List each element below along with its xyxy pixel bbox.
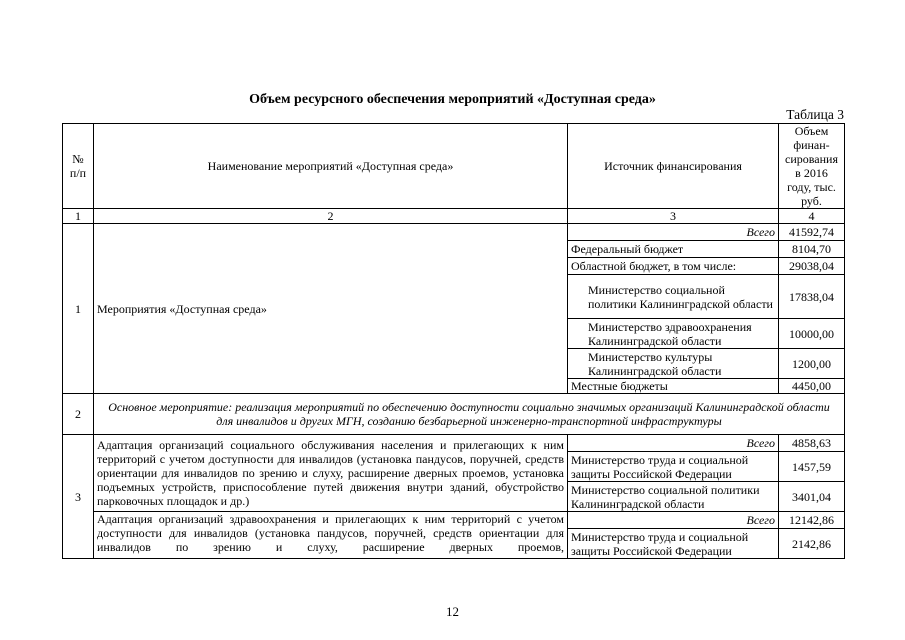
colnum-3: 3: [568, 209, 779, 224]
amount-value: 8104,70: [779, 241, 845, 258]
amount-value: 4450,00: [779, 379, 845, 394]
header-num: № п/п: [63, 124, 94, 209]
amount-value: 12142,86: [779, 512, 845, 529]
source-label: Всего: [568, 512, 779, 529]
header-source: Источник финансирования: [568, 124, 779, 209]
colnum-2: 2: [94, 209, 568, 224]
row3-item1-name: Адаптация организаций социального обслуживания населения и прилегающих к ним территорий с учетом доступности для инвалидов (установка пандусов, поручней, средств ориентации для инвалидов по зрению и слуху, расширение дверных проемов, установка подъемных устройств, приспособление путей движения внутри зданий, обустройство парковочных площадок и др.): [94, 435, 568, 512]
amount-value: 4858,63: [779, 435, 845, 452]
document-title: Объем ресурсного обеспечения мероприятий «Доступная среда»: [249, 92, 656, 107]
page-number: 12: [446, 604, 459, 619]
source-label: Федеральный бюджет: [568, 241, 779, 258]
table-row: [63, 435, 845, 452]
source-label: Министерство здравоохранения Калининградской области: [568, 319, 779, 349]
amount-value: 3401,04: [779, 482, 845, 512]
table-row: [63, 394, 845, 435]
row2-num: 2: [63, 394, 94, 435]
source-label: Всего: [568, 435, 779, 452]
header-name: Наименование мероприятий «Доступная среда»: [94, 124, 568, 209]
amount-value: 1200,00: [779, 349, 845, 379]
colnum-4: 4: [779, 209, 845, 224]
column-numbers-row: [63, 209, 845, 224]
amount-value: 17838,04: [779, 275, 845, 319]
amount-value: 2142,86: [779, 529, 845, 559]
table-row: [63, 224, 845, 241]
table-row: [63, 512, 845, 529]
colnum-1: 1: [63, 209, 94, 224]
table-label: Таблица 3: [786, 107, 844, 122]
row3-num: 3: [63, 435, 94, 559]
source-label: Всего: [568, 224, 779, 241]
source-label: Министерство социальной политики Калининградской области: [568, 482, 779, 512]
row3-item2-name: Адаптация организаций здравоохранения и прилегающих к ним территорий с учетом доступности для инвалидов (установка пандусов, поручней, средств ориентации для инвалидов по зрению и слуху, расширение дверных проемов,: [94, 512, 568, 559]
amount-value: 41592,74: [779, 224, 845, 241]
row1-name: Мероприятия «Доступная среда»: [94, 224, 568, 394]
source-label: Областной бюджет, в том числе:: [568, 258, 779, 275]
row1-num: 1: [63, 224, 94, 394]
source-label: Местные бюджеты: [568, 379, 779, 394]
amount-value: 10000,00: [779, 319, 845, 349]
header-amount: Объем финан-сирования в 2016 году, тыс. руб.: [779, 124, 845, 209]
resource-table: [62, 123, 845, 559]
source-label: Министерство труда и социальной защиты Российской Федерации: [568, 452, 779, 482]
amount-value: 29038,04: [779, 258, 845, 275]
source-label: Министерство труда и социальной защиты Российской Федерации: [568, 529, 779, 559]
table-header-row: [63, 124, 845, 209]
row2-main-activity: Основное мероприятие: реализация мероприятий по обеспечению доступности социально значимых организаций Калининградской области для инвалидов и других МГН, созданию безбарьерной инженерно-транспортной инфраструктуры: [94, 394, 845, 435]
source-label: Министерство социальной политики Калининградской области: [568, 275, 779, 319]
amount-value: 1457,59: [779, 452, 845, 482]
source-label: Министерство культуры Калининградской области: [568, 349, 779, 379]
